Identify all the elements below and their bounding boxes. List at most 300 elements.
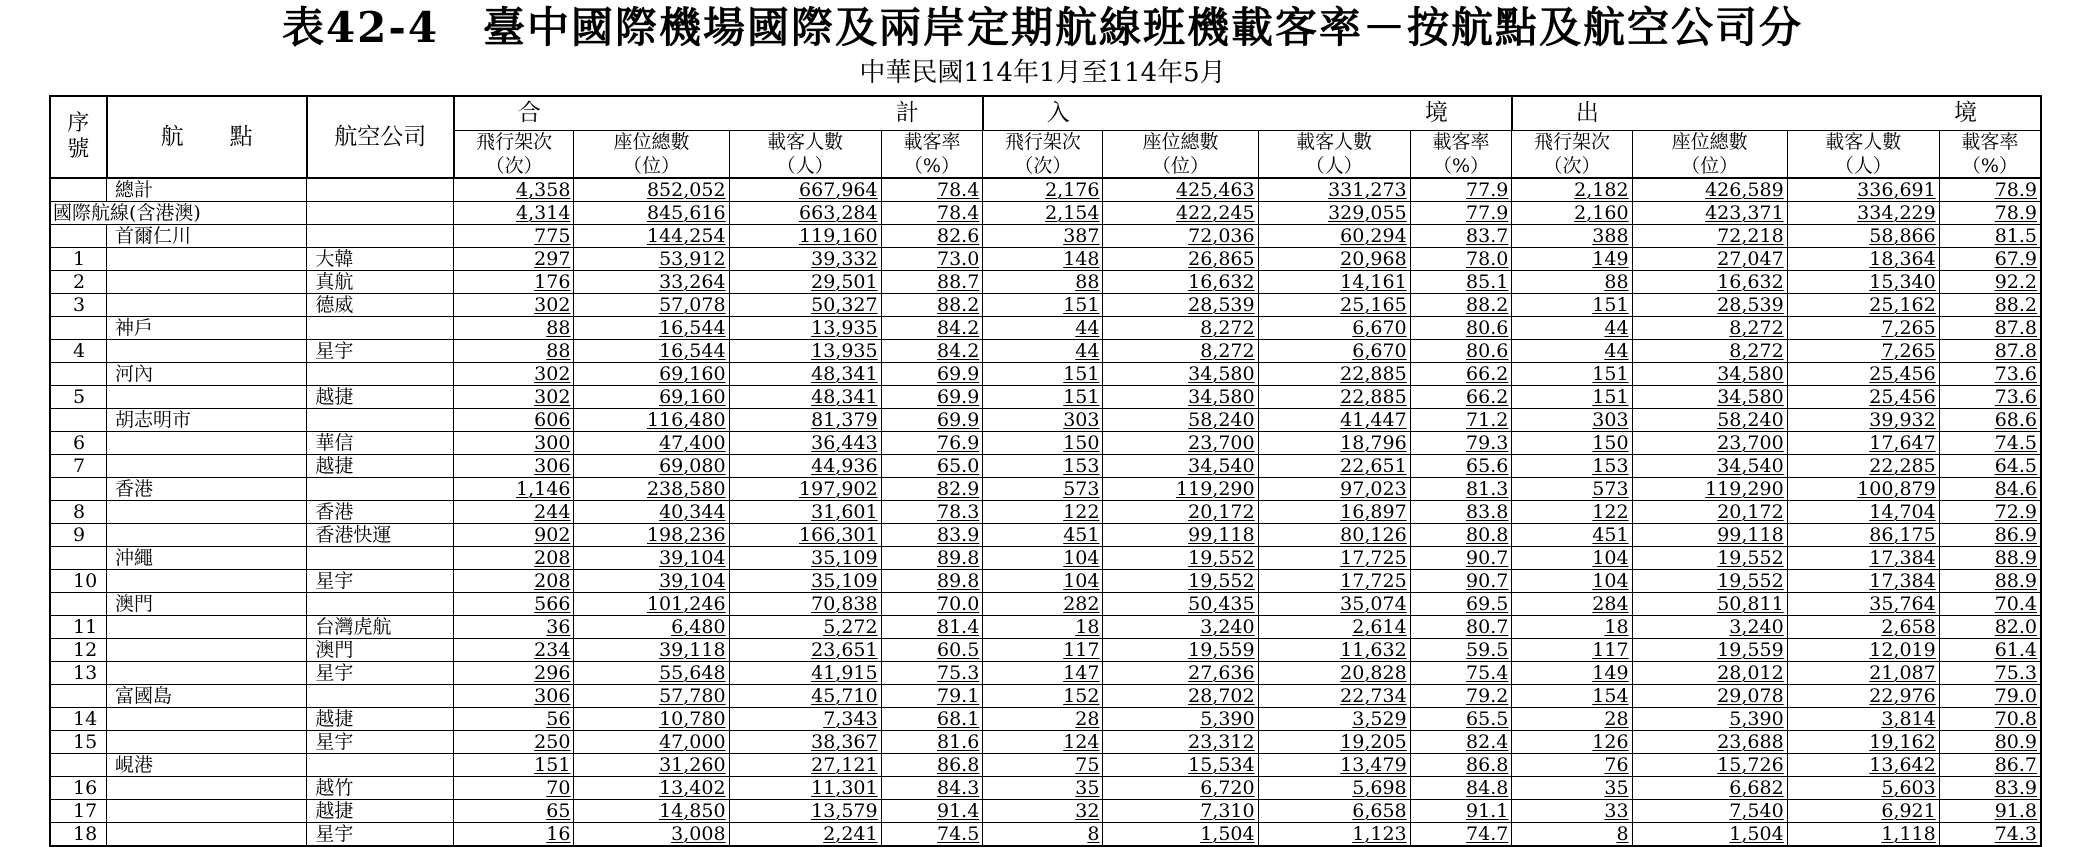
cell-seats-out: 28,012: [1632, 662, 1787, 685]
cell-passengers-total: 35,109: [729, 547, 881, 570]
cell-flights-in: 8: [983, 823, 1103, 847]
cell-load-factor-out: 61.4: [1939, 639, 2041, 662]
occupancy-table: [49, 95, 2042, 847]
cell-flights-total: 775: [454, 225, 574, 248]
cell-passengers-total: 45,710: [729, 685, 881, 708]
cell-seats-out: 8,272: [1632, 340, 1787, 363]
cell-seats-total: 39,118: [574, 639, 729, 662]
seq-header-line1: 序: [67, 111, 90, 136]
cell-flights-total: 1,146: [454, 478, 574, 501]
cell-seats-total: 852,052: [574, 178, 729, 202]
cell-seats-in: 425,463: [1103, 178, 1258, 202]
cell-load-factor-out: 87.8: [1939, 340, 2041, 363]
cell-seats-in: 27,636: [1103, 662, 1258, 685]
cell-seats-in: 23,700: [1103, 432, 1258, 455]
col-passengers-in: 載客人數: [1258, 130, 1410, 154]
cell-flights-in: 88: [983, 271, 1103, 294]
cell-passengers-out: 13,642: [1787, 754, 1939, 777]
cell-seats-total: 144,254: [574, 225, 729, 248]
table-row: [50, 754, 2041, 777]
cell-flights-in: 387: [983, 225, 1103, 248]
col-load-factor-out: 載客率: [1939, 130, 2041, 154]
cell-load-factor-out: 67.9: [1939, 248, 2041, 271]
cell-passengers-total: 38,367: [729, 731, 881, 754]
row-route: [107, 432, 307, 455]
row-airline: 香港快運: [307, 524, 454, 547]
cell-passengers-out: 17,647: [1787, 432, 1939, 455]
cell-passengers-in: 80,126: [1258, 524, 1410, 547]
cell-flights-out: 28: [1512, 708, 1632, 731]
cell-flights-in: 44: [983, 340, 1103, 363]
cell-passengers-in: 6,658: [1258, 800, 1410, 823]
cell-passengers-in: 19,205: [1258, 731, 1410, 754]
cell-seats-out: 20,172: [1632, 501, 1787, 524]
cell-passengers-in: 22,734: [1258, 685, 1410, 708]
unit-load-factor-in: （%）: [1410, 154, 1512, 178]
airline-header: 航空公司: [307, 96, 454, 178]
cell-flights-out: 104: [1512, 547, 1632, 570]
unit-seats-total: （位）: [574, 154, 729, 178]
cell-passengers-in: 6,670: [1258, 317, 1410, 340]
cell-load-factor-in: 74.7: [1410, 823, 1512, 847]
cell-seats-out: 16,632: [1632, 271, 1787, 294]
row-airline: 星宇: [307, 340, 454, 363]
cell-passengers-out: 7,265: [1787, 317, 1939, 340]
cell-load-factor-out: 87.8: [1939, 317, 2041, 340]
row-route: [107, 248, 307, 271]
cell-seats-total: 69,080: [574, 455, 729, 478]
cell-passengers-total: 81,379: [729, 409, 881, 432]
cell-passengers-out: 18,364: [1787, 248, 1939, 271]
table-row: [50, 455, 2041, 478]
cell-flights-in: 2,176: [983, 178, 1103, 202]
cell-seats-in: 19,559: [1103, 639, 1258, 662]
cell-load-factor-total: 89.8: [881, 547, 983, 570]
cell-load-factor-total: 78.4: [881, 202, 983, 225]
cell-passengers-total: 197,902: [729, 478, 881, 501]
row-seq: 15: [50, 731, 107, 754]
row-airline: 星宇: [307, 731, 454, 754]
row-route: [107, 800, 307, 823]
cell-flights-out: 8: [1512, 823, 1632, 847]
cell-load-factor-total: 88.7: [881, 271, 983, 294]
table-row: [50, 823, 2041, 847]
row-airline: 越捷: [307, 708, 454, 731]
cell-load-factor-in: 65.6: [1410, 455, 1512, 478]
cell-passengers-in: 22,885: [1258, 363, 1410, 386]
col-seats-out: 座位總數: [1632, 130, 1787, 154]
unit-passengers-total: （人）: [729, 154, 881, 178]
unit-passengers-out: （人）: [1787, 154, 1939, 178]
cell-seats-total: 40,344: [574, 501, 729, 524]
cell-passengers-out: 86,175: [1787, 524, 1939, 547]
row-seq: 8: [50, 501, 107, 524]
cell-load-factor-out: 78.9: [1939, 178, 2041, 202]
cell-passengers-in: 22,885: [1258, 386, 1410, 409]
cell-seats-in: 58,240: [1103, 409, 1258, 432]
cell-passengers-in: 1,123: [1258, 823, 1410, 847]
row-route: 神戶: [107, 317, 307, 340]
cell-load-factor-in: 85.1: [1410, 271, 1512, 294]
row-airline: [307, 317, 454, 340]
cell-flights-total: 56: [454, 708, 574, 731]
cell-passengers-in: 20,968: [1258, 248, 1410, 271]
cell-flights-total: 606: [454, 409, 574, 432]
cell-passengers-total: 31,601: [729, 501, 881, 524]
cell-seats-total: 57,078: [574, 294, 729, 317]
cell-flights-out: 303: [1512, 409, 1632, 432]
row-route: [107, 731, 307, 754]
cell-passengers-total: 13,935: [729, 317, 881, 340]
cell-load-factor-in: 81.3: [1410, 478, 1512, 501]
table-row: [50, 570, 2041, 593]
cell-flights-in: 151: [983, 363, 1103, 386]
cell-seats-in: 3,240: [1103, 616, 1258, 639]
table-row: [50, 202, 2041, 225]
cell-load-factor-total: 69.9: [881, 363, 983, 386]
cell-load-factor-total: 81.4: [881, 616, 983, 639]
cell-passengers-out: 1,118: [1787, 823, 1939, 847]
cell-load-factor-total: 83.9: [881, 524, 983, 547]
cell-passengers-out: 35,764: [1787, 593, 1939, 616]
cell-load-factor-out: 78.9: [1939, 202, 2041, 225]
cell-seats-out: 423,371: [1632, 202, 1787, 225]
cell-seats-in: 50,435: [1103, 593, 1258, 616]
cell-seats-out: 119,290: [1632, 478, 1787, 501]
col-passengers-total: 載客人數: [729, 130, 881, 154]
cell-passengers-in: 17,725: [1258, 570, 1410, 593]
cell-passengers-in: 13,479: [1258, 754, 1410, 777]
cell-load-factor-in: 71.2: [1410, 409, 1512, 432]
cell-seats-total: 16,544: [574, 340, 729, 363]
cell-flights-total: 302: [454, 386, 574, 409]
row-seq: [50, 547, 107, 570]
cell-passengers-out: 58,866: [1787, 225, 1939, 248]
row-route: [107, 340, 307, 363]
cell-flights-total: 296: [454, 662, 574, 685]
cell-flights-total: 36: [454, 616, 574, 639]
cell-passengers-total: 13,935: [729, 340, 881, 363]
cell-load-factor-total: 78.3: [881, 501, 983, 524]
cell-passengers-total: 35,109: [729, 570, 881, 593]
cell-passengers-out: 2,658: [1787, 616, 1939, 639]
cell-load-factor-out: 74.3: [1939, 823, 2041, 847]
col-seats-in: 座位總數: [1103, 130, 1258, 154]
cell-passengers-out: 100,879: [1787, 478, 1939, 501]
cell-flights-out: 151: [1512, 363, 1632, 386]
cell-seats-total: 3,008: [574, 823, 729, 847]
row-seq: 1: [50, 248, 107, 271]
cell-load-factor-in: 83.8: [1410, 501, 1512, 524]
seq-header: [50, 96, 107, 178]
cell-passengers-out: 25,162: [1787, 294, 1939, 317]
cell-seats-total: 69,160: [574, 386, 729, 409]
cell-load-factor-out: 73.6: [1939, 386, 2041, 409]
cell-seats-total: 33,264: [574, 271, 729, 294]
cell-seats-in: 19,552: [1103, 570, 1258, 593]
cell-flights-total: 566: [454, 593, 574, 616]
row-route: [107, 570, 307, 593]
col-flights-in: 飛行架次: [983, 130, 1103, 154]
table-header: [50, 96, 2041, 178]
cell-seats-total: 116,480: [574, 409, 729, 432]
cell-passengers-total: 27,121: [729, 754, 881, 777]
cell-seats-in: 28,539: [1103, 294, 1258, 317]
seq-header-line2: 號: [67, 137, 90, 162]
row-route: 峴港: [107, 754, 307, 777]
row-seq: 14: [50, 708, 107, 731]
cell-load-factor-in: 80.6: [1410, 317, 1512, 340]
cell-seats-in: 26,865: [1103, 248, 1258, 271]
cell-seats-in: 1,504: [1103, 823, 1258, 847]
cell-passengers-out: 5,603: [1787, 777, 1939, 800]
cell-seats-total: 14,850: [574, 800, 729, 823]
row-airline: [307, 754, 454, 777]
table-row: [50, 800, 2041, 823]
cell-flights-out: 76: [1512, 754, 1632, 777]
cell-seats-total: 39,104: [574, 570, 729, 593]
cell-passengers-in: 20,828: [1258, 662, 1410, 685]
row-route: [107, 777, 307, 800]
row-seq: 13: [50, 662, 107, 685]
cell-seats-out: 3,240: [1632, 616, 1787, 639]
row-airline: 越捷: [307, 800, 454, 823]
occupancy-table-container: [49, 95, 2042, 847]
cell-flights-in: 35: [983, 777, 1103, 800]
cell-passengers-total: 667,964: [729, 178, 881, 202]
cell-flights-out: 151: [1512, 386, 1632, 409]
cell-load-factor-in: 78.0: [1410, 248, 1512, 271]
cell-passengers-total: 44,936: [729, 455, 881, 478]
cell-load-factor-in: 77.9: [1410, 202, 1512, 225]
col-load-factor-total: 載客率: [881, 130, 983, 154]
cell-seats-total: 10,780: [574, 708, 729, 731]
cell-load-factor-out: 92.2: [1939, 271, 2041, 294]
cell-seats-out: 99,118: [1632, 524, 1787, 547]
cell-seats-total: 53,912: [574, 248, 729, 271]
cell-load-factor-out: 83.9: [1939, 777, 2041, 800]
row-route: [107, 616, 307, 639]
cell-load-factor-in: 82.4: [1410, 731, 1512, 754]
cell-load-factor-out: 75.3: [1939, 662, 2041, 685]
cell-flights-total: 4,358: [454, 178, 574, 202]
cell-flights-in: 451: [983, 524, 1103, 547]
cell-seats-total: 16,544: [574, 317, 729, 340]
cell-load-factor-out: 64.5: [1939, 455, 2041, 478]
cell-seats-out: 1,504: [1632, 823, 1787, 847]
cell-load-factor-total: 84.2: [881, 340, 983, 363]
cell-flights-in: 32: [983, 800, 1103, 823]
cell-passengers-in: 35,074: [1258, 593, 1410, 616]
cell-passengers-out: 19,162: [1787, 731, 1939, 754]
cell-load-factor-total: 65.0: [881, 455, 983, 478]
cell-passengers-in: 18,796: [1258, 432, 1410, 455]
cell-passengers-total: 5,272: [729, 616, 881, 639]
table-row: [50, 178, 2041, 202]
cell-flights-out: 149: [1512, 662, 1632, 685]
cell-flights-in: 104: [983, 570, 1103, 593]
row-route: [107, 662, 307, 685]
cell-flights-out: 18: [1512, 616, 1632, 639]
cell-passengers-total: 2,241: [729, 823, 881, 847]
cell-passengers-out: 3,814: [1787, 708, 1939, 731]
cell-seats-out: 19,552: [1632, 570, 1787, 593]
cell-load-factor-out: 86.9: [1939, 524, 2041, 547]
row-seq: [50, 409, 107, 432]
row-route: 香港: [107, 478, 307, 501]
cell-load-factor-total: 84.2: [881, 317, 983, 340]
row-route: [107, 524, 307, 547]
cell-passengers-in: 3,529: [1258, 708, 1410, 731]
cell-load-factor-total: 69.9: [881, 409, 983, 432]
cell-seats-total: 47,400: [574, 432, 729, 455]
row-airline: 星宇: [307, 823, 454, 847]
cell-seats-out: 426,589: [1632, 178, 1787, 202]
group-total-left: 合: [517, 100, 541, 127]
cell-flights-in: 282: [983, 593, 1103, 616]
cell-flights-total: 16: [454, 823, 574, 847]
cell-seats-out: 34,580: [1632, 363, 1787, 386]
cell-passengers-out: 6,921: [1787, 800, 1939, 823]
cell-passengers-in: 41,447: [1258, 409, 1410, 432]
cell-seats-in: 15,534: [1103, 754, 1258, 777]
cell-flights-total: 306: [454, 455, 574, 478]
row-route: 澳門: [107, 593, 307, 616]
cell-flights-out: 284: [1512, 593, 1632, 616]
cell-seats-in: 8,272: [1103, 317, 1258, 340]
row-seq: 12: [50, 639, 107, 662]
col-passengers-out: 載客人數: [1787, 130, 1939, 154]
cell-passengers-in: 6,670: [1258, 340, 1410, 363]
row-airline: 德威: [307, 294, 454, 317]
cell-passengers-total: 39,332: [729, 248, 881, 271]
row-airline: 星宇: [307, 662, 454, 685]
table-row: [50, 708, 2041, 731]
cell-load-factor-in: 90.7: [1410, 547, 1512, 570]
cell-load-factor-in: 88.2: [1410, 294, 1512, 317]
cell-load-factor-out: 88.2: [1939, 294, 2041, 317]
row-route: [107, 708, 307, 731]
cell-seats-in: 34,580: [1103, 386, 1258, 409]
row-seq: 6: [50, 432, 107, 455]
cell-load-factor-out: 84.6: [1939, 478, 2041, 501]
cell-flights-out: 150: [1512, 432, 1632, 455]
cell-flights-in: 117: [983, 639, 1103, 662]
row-airline: [307, 409, 454, 432]
cell-flights-total: 244: [454, 501, 574, 524]
cell-passengers-in: 60,294: [1258, 225, 1410, 248]
row-seq: 18: [50, 823, 107, 847]
row-seq: 4: [50, 340, 107, 363]
cell-passengers-out: 39,932: [1787, 409, 1939, 432]
cell-seats-out: 23,688: [1632, 731, 1787, 754]
row-airline: 星宇: [307, 570, 454, 593]
row-airline: 越竹: [307, 777, 454, 800]
cell-flights-out: 149: [1512, 248, 1632, 271]
table-row: [50, 432, 2041, 455]
cell-seats-in: 99,118: [1103, 524, 1258, 547]
cell-passengers-out: 7,265: [1787, 340, 1939, 363]
cell-seats-out: 72,218: [1632, 225, 1787, 248]
row-seq: 2: [50, 271, 107, 294]
row-airline: 香港: [307, 501, 454, 524]
cell-flights-in: 303: [983, 409, 1103, 432]
row-airline: [307, 202, 454, 225]
route-header: 航 點: [107, 96, 307, 178]
cell-seats-out: 23,700: [1632, 432, 1787, 455]
cell-load-factor-out: 70.8: [1939, 708, 2041, 731]
cell-flights-out: 122: [1512, 501, 1632, 524]
row-airline: 華信: [307, 432, 454, 455]
cell-passengers-out: 25,456: [1787, 363, 1939, 386]
cell-flights-out: 2,182: [1512, 178, 1632, 202]
cell-load-factor-in: 75.4: [1410, 662, 1512, 685]
cell-seats-total: 6,480: [574, 616, 729, 639]
col-flights-total: 飛行架次: [454, 130, 574, 154]
cell-seats-in: 34,540: [1103, 455, 1258, 478]
row-seq: [50, 317, 107, 340]
cell-seats-out: 34,580: [1632, 386, 1787, 409]
row-seq: [50, 478, 107, 501]
row-route: [107, 639, 307, 662]
cell-flights-out: 388: [1512, 225, 1632, 248]
cell-load-factor-in: 83.7: [1410, 225, 1512, 248]
cell-flights-total: 300: [454, 432, 574, 455]
table-row: [50, 363, 2041, 386]
cell-flights-in: 148: [983, 248, 1103, 271]
cell-load-factor-in: 79.2: [1410, 685, 1512, 708]
cell-flights-total: 902: [454, 524, 574, 547]
cell-seats-out: 34,540: [1632, 455, 1787, 478]
cell-load-factor-total: 69.9: [881, 386, 983, 409]
row-route: 首爾仁川: [107, 225, 307, 248]
table-row: [50, 478, 2041, 501]
row-airline: [307, 363, 454, 386]
cell-flights-total: 297: [454, 248, 574, 271]
cell-seats-in: 7,310: [1103, 800, 1258, 823]
cell-load-factor-total: 75.3: [881, 662, 983, 685]
cell-passengers-in: 331,273: [1258, 178, 1410, 202]
cell-seats-in: 23,312: [1103, 731, 1258, 754]
cell-passengers-out: 17,384: [1787, 570, 1939, 593]
cell-flights-in: 28: [983, 708, 1103, 731]
group-total-header: [454, 96, 983, 130]
row-airline: 越捷: [307, 455, 454, 478]
cell-flights-out: 88: [1512, 271, 1632, 294]
cell-flights-in: 44: [983, 317, 1103, 340]
cell-seats-total: 13,402: [574, 777, 729, 800]
cell-flights-total: 176: [454, 271, 574, 294]
table-row: [50, 685, 2041, 708]
cell-flights-in: 122: [983, 501, 1103, 524]
cell-flights-out: 44: [1512, 317, 1632, 340]
cell-seats-in: 16,632: [1103, 271, 1258, 294]
cell-flights-out: 117: [1512, 639, 1632, 662]
table-row: [50, 639, 2041, 662]
cell-load-factor-total: 76.9: [881, 432, 983, 455]
row-route: [107, 271, 307, 294]
cell-passengers-total: 663,284: [729, 202, 881, 225]
row-route: 國際航線(含港澳): [50, 202, 307, 225]
cell-flights-out: 104: [1512, 570, 1632, 593]
cell-passengers-in: 16,897: [1258, 501, 1410, 524]
row-seq: 9: [50, 524, 107, 547]
row-airline: [307, 478, 454, 501]
unit-passengers-in: （人）: [1258, 154, 1410, 178]
row-route: 胡志明市: [107, 409, 307, 432]
row-airline: [307, 178, 454, 202]
cell-passengers-total: 11,301: [729, 777, 881, 800]
